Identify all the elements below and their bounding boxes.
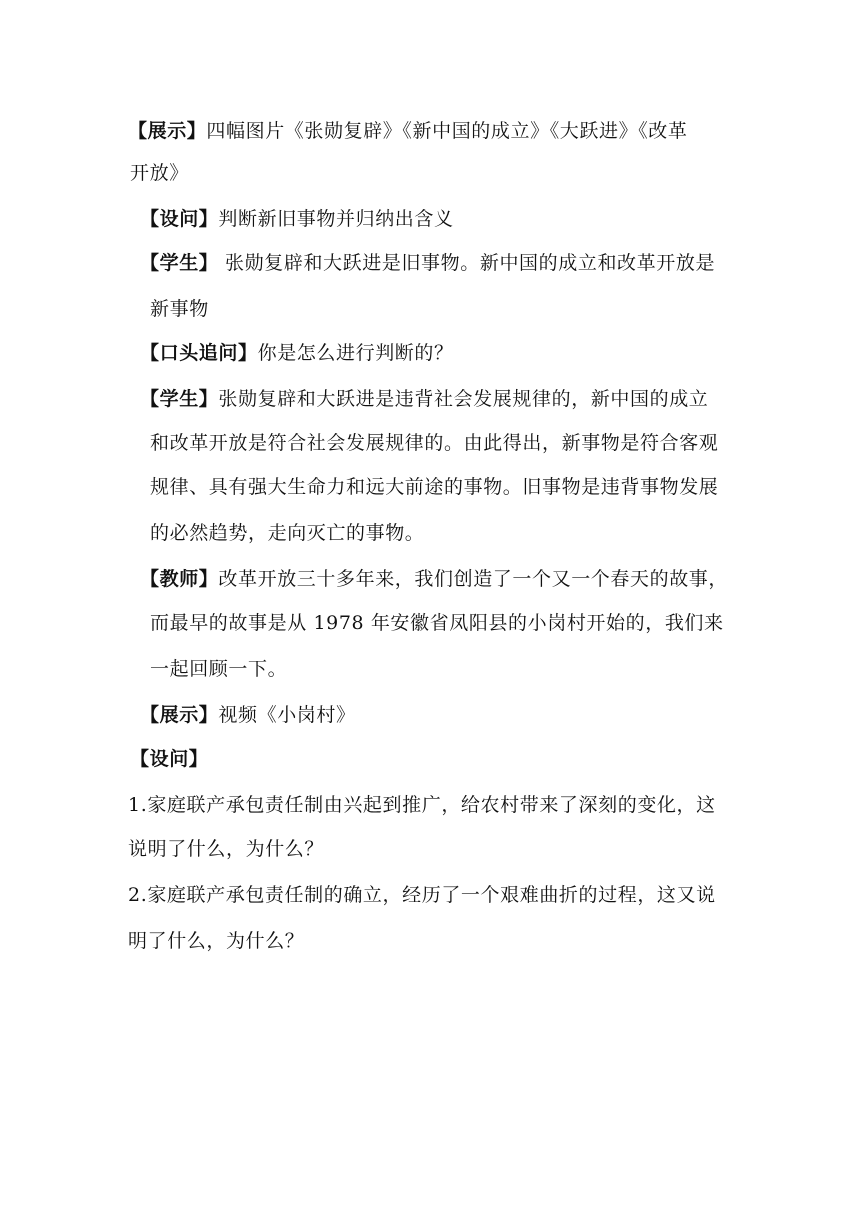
text-line: 的必然趋势，走向灭亡的事物。 bbox=[150, 522, 425, 544]
text-line: 张勋复辟和大跃进是旧事物。新中国的成立和改革开放是 bbox=[218, 252, 716, 274]
text-line: 和改革开放是符合社会发展规律的。由此得出，新事物是符合客观 bbox=[150, 432, 719, 454]
text-line: 新事物 bbox=[150, 298, 209, 320]
paragraph-teacher-line-2 bbox=[150, 610, 724, 636]
question-item-1-line-2 bbox=[128, 836, 324, 862]
text-line: 而最早的故事是从 1978 年安徽省凤阳县的小岗村开始的，我们来 bbox=[150, 612, 724, 634]
tag-question: 【设问】 bbox=[130, 748, 209, 770]
text-line: 张勋复辟和大跃进是违背社会发展规律的，新中国的成立 bbox=[218, 388, 709, 410]
text-line: 改革开放三十多年来，我们创造了一个又一个春天的故事， bbox=[218, 568, 729, 590]
text-line: 明了什么，为什么？ bbox=[128, 930, 305, 952]
text-line: 你是怎么进行判断的？ bbox=[257, 342, 454, 364]
text-line: 一起回顾一下。 bbox=[150, 658, 288, 680]
tag-teacher: 【教师】 bbox=[140, 568, 219, 590]
paragraph-student-2-line-3 bbox=[150, 474, 718, 500]
text-line: 规律、具有强大生命力和远大前途的事物。旧事物是违背事物发展 bbox=[150, 476, 719, 498]
paragraph-question-1 bbox=[140, 206, 454, 232]
text-line: 四幅图片《张勋复辟》《新中国的成立》《大跃进》《改革 bbox=[206, 120, 688, 142]
paragraph-teacher-line-3 bbox=[150, 656, 287, 682]
text-line: 说明了什么，为什么？ bbox=[128, 838, 325, 860]
question-item-2-line-1 bbox=[128, 882, 716, 908]
paragraph-question-2 bbox=[130, 746, 208, 772]
text-line: 1.家庭联产承包责任制由兴起到推广，给农村带来了深刻的变化，这 bbox=[128, 794, 716, 816]
paragraph-teacher-line-1 bbox=[140, 566, 728, 592]
text-line: 视频《小岗村》 bbox=[218, 704, 356, 726]
paragraph-student-1-line-2 bbox=[150, 296, 209, 322]
tag-question: 【设问】 bbox=[140, 208, 219, 230]
paragraph-student-2-line-4 bbox=[150, 520, 424, 546]
text-line: 开放》 bbox=[130, 162, 189, 184]
tag-student: 【学生】 bbox=[140, 252, 219, 274]
paragraph-student-2-line-2 bbox=[150, 430, 718, 456]
tag-student: 【学生】 bbox=[140, 388, 219, 410]
question-item-1-line-1 bbox=[128, 792, 716, 818]
question-item-2-line-2 bbox=[128, 928, 304, 954]
paragraph-show-video bbox=[140, 702, 356, 728]
text-line: 2.家庭联产承包责任制的确立，经历了一个艰难曲折的过程，这又说 bbox=[128, 884, 716, 906]
tag-show: 【展示】 bbox=[140, 704, 219, 726]
paragraph-student-1-line-1 bbox=[140, 250, 715, 276]
text-line: 判断新旧事物并归纳出含义 bbox=[218, 208, 454, 230]
tag-oral-followup: 【口头追问】 bbox=[140, 342, 258, 364]
paragraph-show-images-line-1 bbox=[128, 118, 688, 144]
paragraph-oral-followup bbox=[140, 340, 454, 366]
paragraph-show-images-line-2 bbox=[130, 160, 189, 186]
tag-show: 【展示】 bbox=[128, 120, 207, 142]
paragraph-student-2-line-1 bbox=[140, 386, 708, 412]
